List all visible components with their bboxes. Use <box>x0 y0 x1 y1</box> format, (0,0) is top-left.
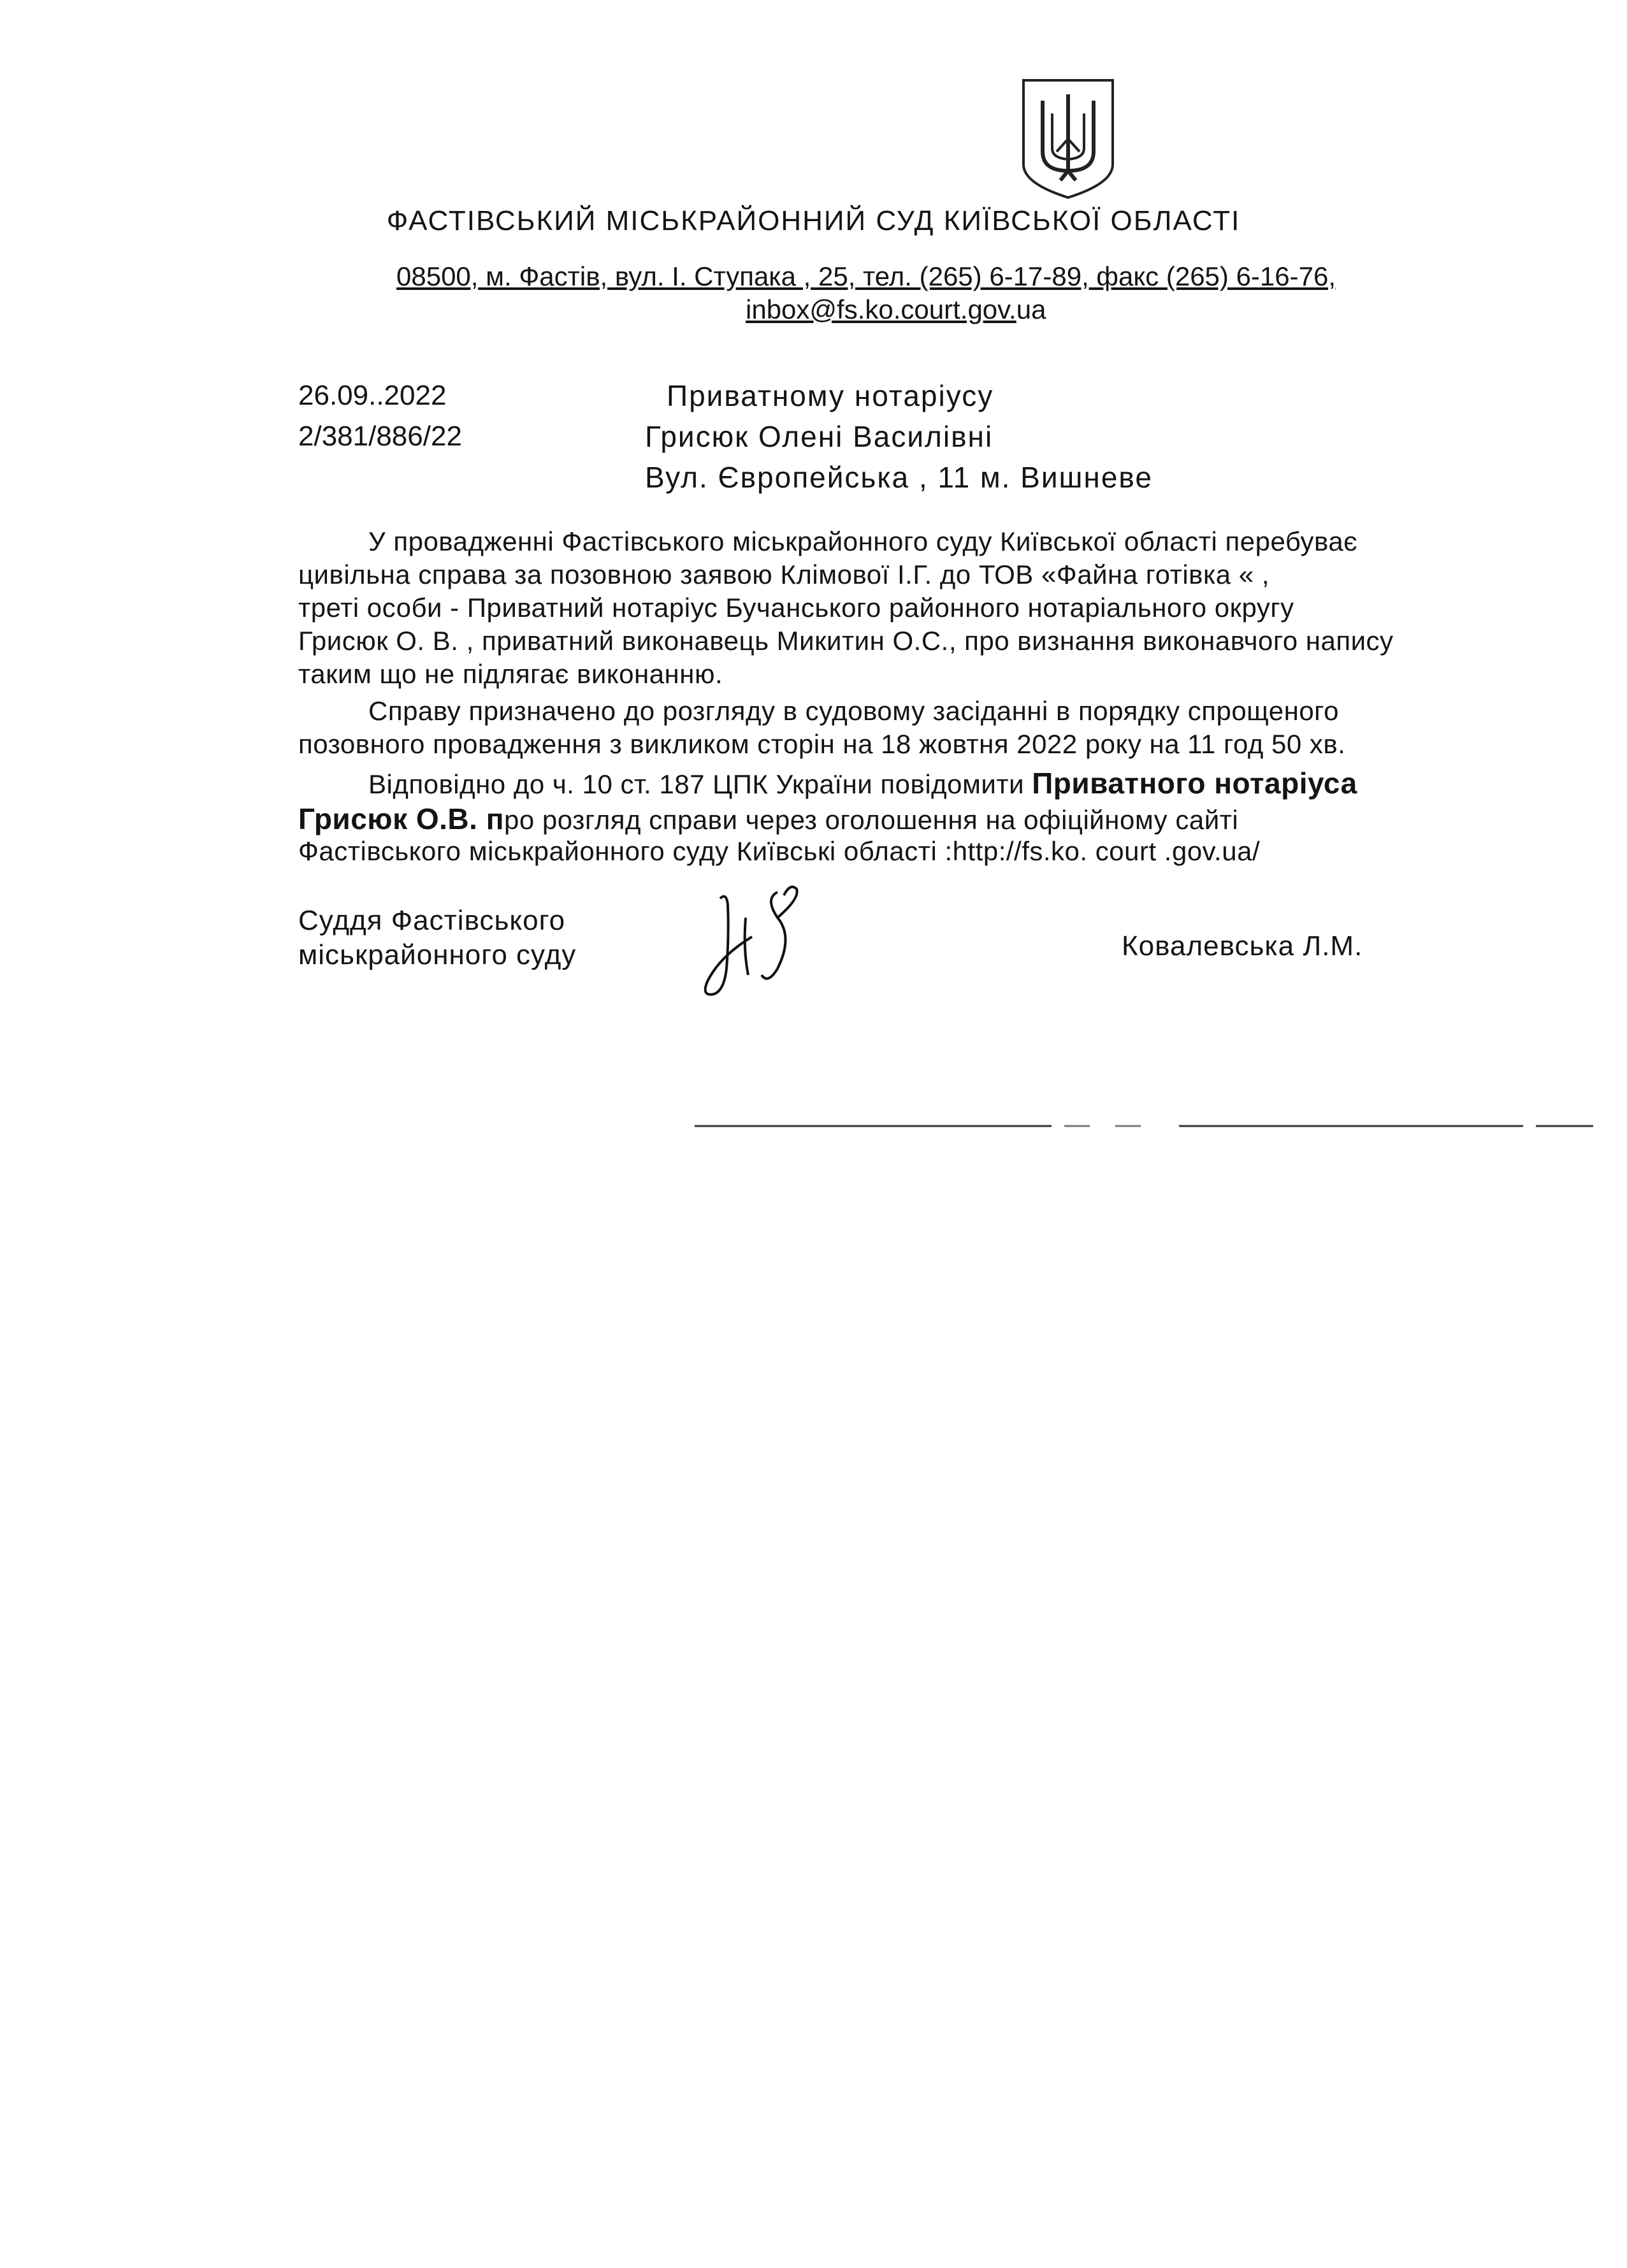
body-p3-line-2-text: ро розгляд справи через оголошення на офіційному сайті <box>504 805 1239 835</box>
recipient-line-1: Приватному нотаріусу <box>667 379 994 412</box>
court-email-underlined: inbox@fs.ko.court.gov. <box>746 294 1016 324</box>
judge-title-line-1: Суддя Фастівського <box>298 905 566 936</box>
trident-coat-of-arms-icon <box>1017 75 1119 203</box>
body-p1-line-5: таким що не підлягає виконанню. <box>298 659 723 689</box>
court-email-tail: ua <box>1016 294 1046 324</box>
body-p3-line-1-bold: Приватного нотаріуса <box>1032 767 1357 800</box>
letter-date: 26.09..2022 <box>298 380 447 411</box>
court-address: 08500, м. Фастів, вул. І. Ступака , 25, тел. (265) 6-17-89, факс (265) 6-16-76, <box>396 261 1336 291</box>
body-p2-line-2: позовного провадження з викликом сторін на 18 жовтня 2022 року на 11 год 50 хв. <box>298 729 1346 759</box>
body-p3-line-1 <box>368 766 1357 800</box>
body-p3-line-3: Фастівського міськрайонного суду Київські області :http://fs.ko. court .gov.ua/ <box>298 836 1261 866</box>
body-p3-line-2-bold: Грисюк О.В. п <box>298 802 504 835</box>
handwritten-signature-icon <box>682 879 822 1007</box>
body-p2-line-1: Справу призначено до розгляду в судовому засіданні в порядку спрощеного <box>368 696 1339 726</box>
footer-divider <box>695 1124 1593 1128</box>
body-p1-line-2: цивільна справа за позовною заявою Клімової І.Г. до ТОВ «Файна готівка « , <box>298 560 1270 589</box>
judge-name: Ковалевська Л.М. <box>1122 930 1363 962</box>
case-number: 2/381/886/22 <box>298 421 462 452</box>
recipient-line-2: Грисюк Олені Василівні <box>645 420 994 453</box>
body-p1-line-3: треті особи - Приватний нотаріус Бучанського районного нотаріального округу <box>298 593 1294 623</box>
body-p1-line-4: Грисюк О. В. , приватний виконавець Микитин О.С., про визнання виконавчого напису <box>298 626 1394 656</box>
court-name: ФАСТІВСЬКИЙ МІСЬКРАЙОННИЙ СУД КИЇВСЬКОЇ ОБЛАСТІ <box>386 205 1241 236</box>
body-p3-line-1-text: Відповідно до ч. 10 ст. 187 ЦПК України повідомити <box>368 769 1032 799</box>
recipient-line-3: Вул. Європейська , 11 м. Вишневе <box>645 461 1153 494</box>
court-email <box>746 294 1046 325</box>
judge-title-line-2: міськрайонного суду <box>298 939 577 971</box>
body-p1-line-1: У провадженні Фастівського міськрайонного суду Київської області перебуває <box>368 526 1358 556</box>
body-p3-line-2 <box>298 802 1238 836</box>
